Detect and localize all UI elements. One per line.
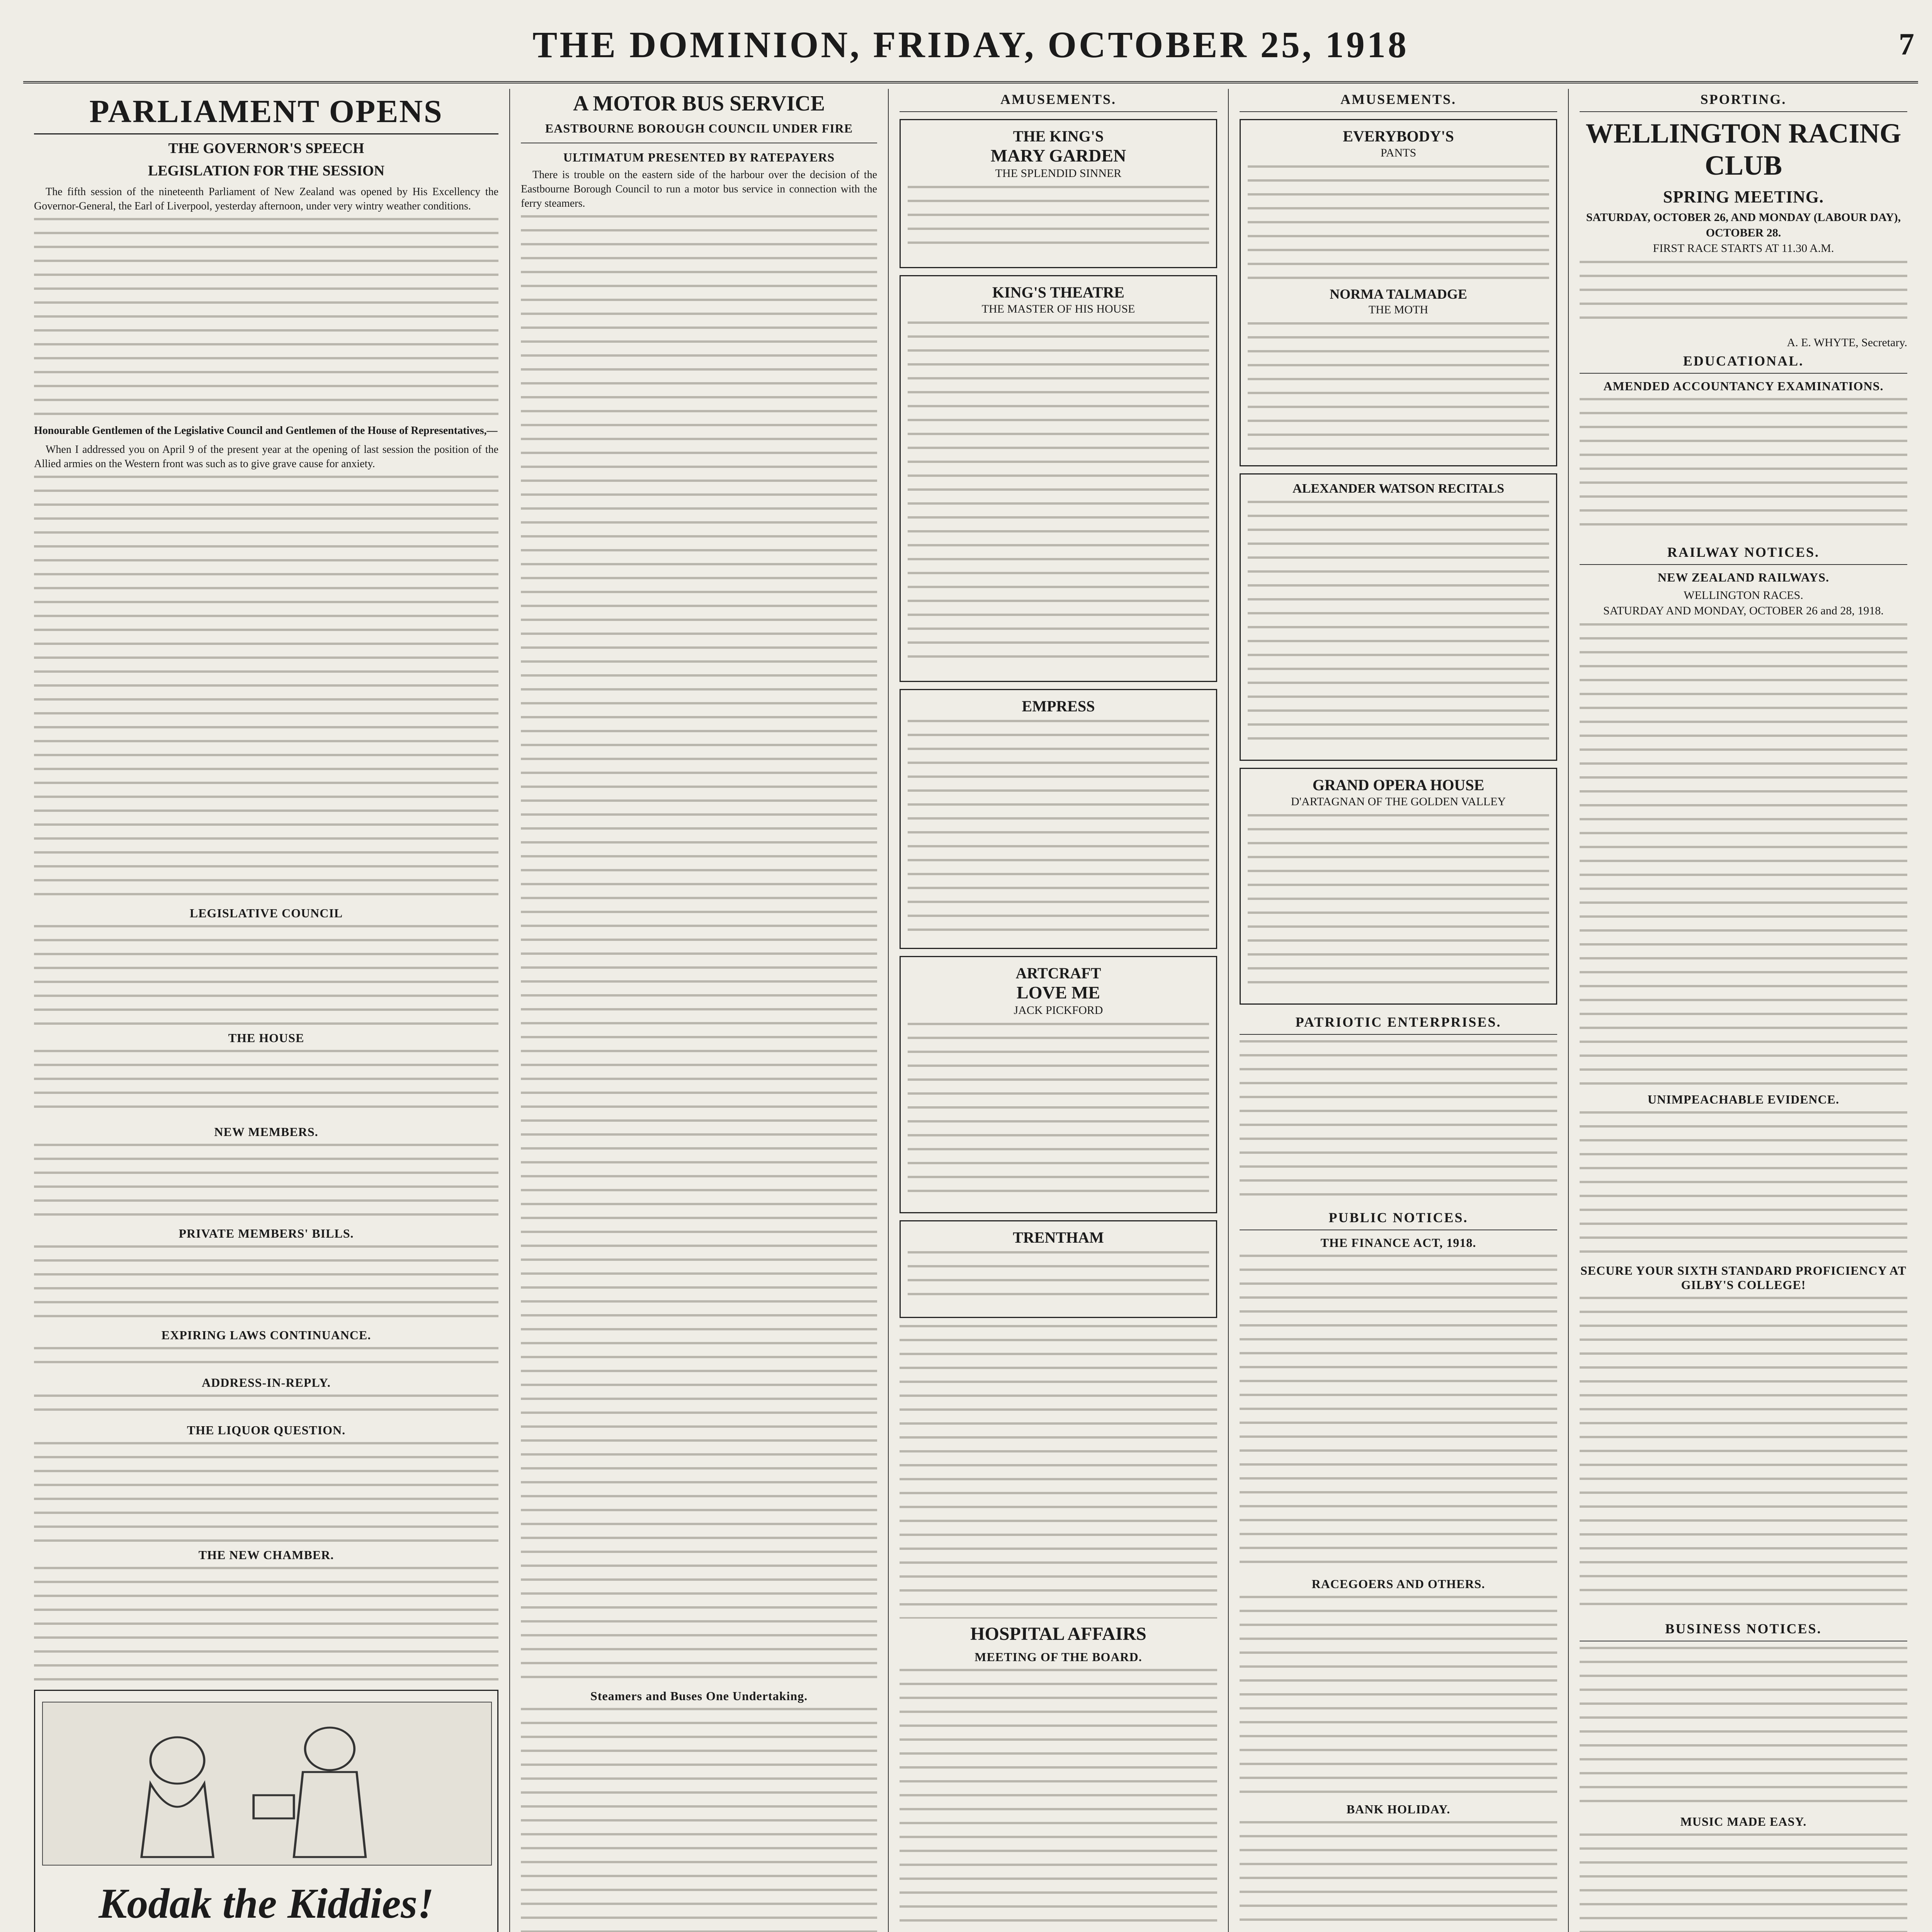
notice-text-block [1580, 1647, 1907, 1809]
column-motor-bus [510, 89, 889, 1932]
rail-subhead: WELLINGTON RACES. [1684, 589, 1803, 602]
article-subhead: EXPIRING LAWS CONTINUANCE. [161, 1328, 371, 1342]
motor-bus-subhead: ULTIMATUM PRESENTED BY RATEPAYERS [563, 150, 835, 164]
notice-text-block [1240, 1255, 1557, 1571]
article-text-block [34, 1050, 498, 1119]
notice-title: BANK HOLIDAY. [1346, 1802, 1451, 1816]
kings-advertisement [900, 119, 1217, 268]
ad-text-block [1248, 814, 1549, 992]
article-paragraph: The fifth session of the nineteenth Parliament of New Zealand was opened by His Excellency the Governor-General, the Earl of Liverpool, yesterday afternoon, under very wintry weather conditions. [34, 186, 498, 212]
ad-text-block [908, 186, 1209, 255]
kodak-advertisement [34, 1690, 498, 1932]
notice-text-block [1580, 623, 1907, 1087]
empress-advertisement [900, 689, 1217, 949]
ad-text-block [1248, 501, 1549, 748]
article-text-block [34, 1144, 498, 1221]
article-paragraph: When I addressed you on April 9 of the present year at the opening of last session the position of the Allied armies on the Western front was such as to give grave cause for anxiety. [34, 444, 498, 470]
article-text-block [1580, 261, 1907, 330]
page-number: 7 [1899, 27, 1914, 61]
theatre-name: EMPRESS [1022, 697, 1095, 715]
article-paragraph: There is trouble on the eastern side of the harbour over the decision of the Eastbourne Borough Council to run a motor bus service in connection with the ferry steamers. [521, 169, 877, 209]
article-text-block [34, 1347, 498, 1370]
motor-bus-headline: A MOTOR BUS SERVICE [573, 92, 825, 116]
article-text-block [34, 218, 498, 419]
notice-title: UNIMPEACHABLE EVIDENCE. [1648, 1092, 1839, 1106]
article-subhead: THE NEW CHAMBER. [198, 1548, 334, 1562]
article-subhead: Steamers and Buses One Undertaking. [590, 1689, 808, 1703]
play-title: THE MOTH [1368, 303, 1429, 316]
column-parliament [23, 89, 510, 1932]
trentham-advertisement [900, 1220, 1217, 1318]
kodak-headline: Kodak the Kiddies! [99, 1880, 434, 1927]
column-amusements-2 [1229, 89, 1569, 1932]
motor-bus-subhead: EASTBOURNE BOROUGH COUNCIL UNDER FIRE [545, 121, 853, 135]
play-title: LOVE ME [1017, 983, 1100, 1002]
article-subhead: PRIVATE MEMBERS' BILLS. [179, 1226, 354, 1240]
ad-text-block [1240, 1040, 1557, 1202]
kodak-illustration-icon [42, 1702, 492, 1866]
section-heading: EDUCATIONAL. [1580, 350, 1907, 374]
column-sporting [1569, 89, 1918, 1932]
play-title: D'ARTAGNAN OF THE GOLDEN VALLEY [1291, 795, 1506, 808]
theatre-name: KING'S THEATRE [992, 284, 1124, 301]
ad-text-block [908, 1023, 1209, 1201]
article-text-block [900, 1669, 1217, 1932]
racing-dates: SATURDAY, OCTOBER 26, AND MONDAY (LABOUR DAY), OCTOBER 28. [1586, 211, 1901, 239]
parliament-subhead: LEGISLATION FOR THE SESSION [148, 163, 385, 179]
notice-title: MUSIC MADE EASY. [1680, 1815, 1807, 1828]
artcraft-advertisement [900, 956, 1217, 1213]
notice-title: THE FINANCE ACT, 1918. [1320, 1236, 1476, 1250]
article-text-block [34, 1442, 498, 1543]
racing-headline: WELLINGTON RACING CLUB [1585, 118, 1901, 181]
article-text-block [34, 1395, 498, 1418]
everybodys-advertisement [1240, 119, 1557, 466]
star-name: NORMA TALMADGE [1330, 286, 1467, 302]
article-text-block [34, 925, 498, 1026]
racing-subhead: SPRING MEETING. [1663, 187, 1824, 206]
ad-text-block [908, 321, 1209, 669]
racing-secretary: A. E. WHYTE, Secretary. [1787, 336, 1907, 349]
ad-text-block [908, 720, 1209, 936]
newspaper-title: THE DOMINION, FRIDAY, OCTOBER 25, 1918 [532, 24, 1409, 65]
notice-title: RACEGOERS AND OTHERS. [1311, 1577, 1485, 1591]
ad-text-block [1248, 165, 1549, 281]
section-heading: BUSINESS NOTICES. [1580, 1618, 1907, 1641]
theatre-name: GRAND OPERA HOUSE [1312, 776, 1485, 794]
article-subhead: NEW MEMBERS. [214, 1125, 318, 1139]
notice-title: SECURE YOUR SIXTH STANDARD PROFICIENCY AT GILBY'S COLLEGE! [1580, 1264, 1906, 1292]
article-text-block [521, 215, 877, 1684]
ad-text-block [1248, 322, 1549, 454]
notice-text-block [1240, 1596, 1557, 1797]
section-heading: AMUSEMENTS. [1240, 89, 1557, 112]
article-paragraph: Honourable Gentlemen of the Legislative Council and Gentlemen of the House of Representatives,— [34, 425, 498, 437]
ad-text-block [908, 1251, 1209, 1305]
notice-text-block [1580, 1833, 1907, 1932]
grand-opera-advertisement [1240, 768, 1557, 1005]
play-title: THE MASTER OF HIS HOUSE [981, 303, 1135, 315]
article-text-block [34, 1567, 498, 1683]
star-name: MARY GARDEN [990, 146, 1126, 165]
star-name: JACK PICKFORD [1014, 1004, 1103, 1017]
article-subhead: ADDRESS-IN-REPLY. [202, 1376, 331, 1389]
masthead [23, 15, 1918, 83]
concert-name: ALEXANDER WATSON RECITALS [1293, 481, 1504, 496]
notice-title: AMENDED ACCOUNTANCY EXAMINATIONS. [1603, 379, 1884, 393]
racing-first-race: FIRST RACE STARTS AT 11.30 A.M. [1653, 242, 1834, 255]
article-text-block [900, 1325, 1217, 1619]
section-heading: SPORTING. [1580, 89, 1907, 112]
section-heading: AMUSEMENTS. [900, 89, 1217, 112]
section-heading: PATRIOTIC ENTERPRISES. [1240, 1012, 1557, 1035]
article-text-block [34, 476, 498, 901]
theatre-name: ARTCRAFT [1015, 964, 1101, 982]
play-title: PANTS [1380, 146, 1417, 159]
watson-advertisement [1240, 473, 1557, 761]
article-text-block [521, 1708, 877, 1932]
hospital-subhead: MEETING OF THE BOARD. [975, 1650, 1142, 1664]
section-heading: RAILWAY NOTICES. [1580, 542, 1907, 565]
theatre-name: TRENTHAM [1013, 1229, 1104, 1246]
article-subhead: LEGISLATIVE COUNCIL [189, 906, 343, 920]
section-heading: PUBLIC NOTICES. [1240, 1207, 1557, 1230]
article-subhead: THE HOUSE [228, 1031, 304, 1045]
kings-theatre-advertisement [900, 275, 1217, 682]
parliament-headline: PARLIAMENT OPENS [34, 93, 498, 134]
notice-text-block [1580, 1297, 1907, 1614]
play-title: THE SPLENDID SINNER [995, 167, 1122, 180]
column-amusements-1 [889, 89, 1229, 1932]
theatre-name: EVERYBODY'S [1343, 128, 1454, 145]
notice-text-block [1240, 1821, 1557, 1932]
theatre-name: THE KING'S [1013, 128, 1104, 145]
article-text-block [34, 1245, 498, 1323]
parliament-subhead: THE GOVERNOR'S SPEECH [168, 140, 364, 156]
notice-text-block [1580, 398, 1907, 537]
notice-text-block [1580, 1111, 1907, 1258]
article-subhead: THE LIQUOR QUESTION. [187, 1423, 346, 1437]
rail-dates: SATURDAY AND MONDAY, OCTOBER 26 and 28, 1918. [1603, 604, 1884, 617]
notice-title: NEW ZEALAND RAILWAYS. [1658, 570, 1829, 584]
hospital-headline: HOSPITAL AFFAIRS [970, 1624, 1146, 1644]
